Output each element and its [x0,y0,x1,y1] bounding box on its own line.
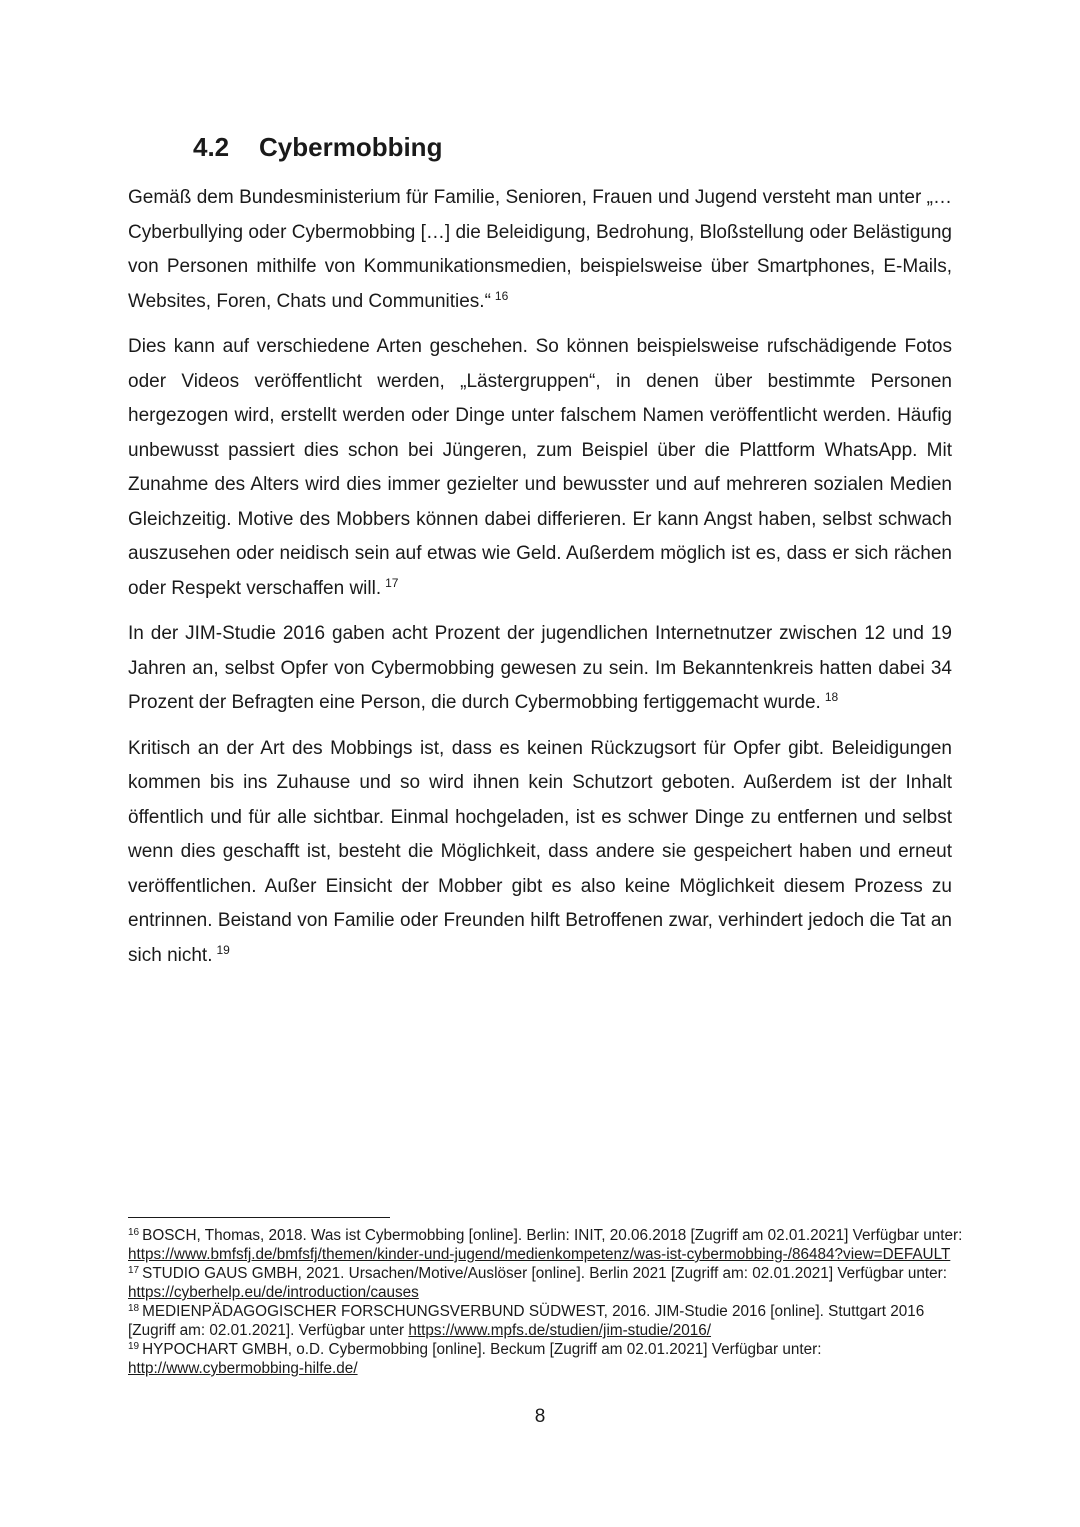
footnote-number: 16 [128,1227,140,1238]
footnote-link[interactable]: http://www.cybermobbing-hilfe.de/ [128,1360,358,1377]
body-text [128,181,952,984]
footnote-text: MEDIENPÄDAGOGISCHER FORSCHUNGSVERBUND SÜDWEST, 2016. JIM-Studie 2016 [online]. Stuttgart 2016 [Zugriff am: 02.01.2021]. Verfügbar unter [128,1303,925,1339]
footnote-number: 17 [128,1265,140,1276]
footnote-link[interactable]: https://cyberhelp.eu/de/introduction/causes [128,1284,419,1301]
footnote-reference[interactable]: 16 [494,288,509,303]
footnote-link[interactable]: https://www.bmfsfj.de/bmfsfj/themen/kinder-und-jugend/medienkompetenz/was-ist-cybermobbing-/86484?view=DEFAULT [128,1246,951,1263]
footnote-reference[interactable]: 18 [824,690,839,704]
footnote-number: 19 [128,1341,140,1352]
paragraph-text: In der JIM-Studie 2016 gaben acht Prozent der jugendlichen Internetnutzer zwischen 12 und 19 Jahren an, selbst Opfer von Cybermobbing gewesen zu sein. Im Bekanntenkreis hatten dabei 34 Prozent der Befragten eine Person, die durch Cybermobbing fertiggemacht wurde. [128,623,952,713]
paragraph [128,181,952,319]
section-title: Cybermobbing [259,132,443,162]
paragraph-text: Kritisch an der Art des Mobbings ist, dass es keinen Rückzugsort für Opfer gibt. Beleidigungen kommen bis ins Zuhause und so wird ihnen kein Schutzort geboten. Außerdem ist der Inhalt öffentlich und für alle sichtbar. Einmal hochgeladen, ist es schwer Dinge zu entfernen und selbst wenn dies geschafft ist, besteht die Möglichkeit, dass andere sie gespeichert haben und erneut veröffentlichen. Außer Einsicht der Mobber gibt es also keine Möglichkeit diesem Prozess zu entrinnen. Beistand von Familie oder Freunden hilft Betroffenen zwar, verhindert jedoch die Tat an sich nicht. [128,737,952,966]
paragraph [128,330,952,606]
page-number: 8 [534,1406,546,1427]
footnote-text: HYPOCHART GMBH, o.D. Cybermobbing [online]. Beckum [Zugriff am 02.01.2021] Verfügbar unter: [142,1341,822,1358]
footnotes [128,1226,968,1378]
paragraph [128,617,952,721]
paragraph-text: Dies kann auf verschiedene Arten geschehen. So können beispielsweise rufschädigende Fotos oder Videos veröffentlicht werden, „Lästergruppen“, in denen über bestimmte Personen hergezogen wird, erstellt werden oder Dinge unter falschem Namen veröffentlicht werden. Häufig unbewusst passiert dies schon bei Jüngeren, zum Beispiel über die Plattform WhatsApp. Mit Zunahme des Alters wird dies immer gezielter und bewusster und auf mehreren sozialen Medien Gleichzeitig. Motive des Mobbers können dabei differieren. Er kann Angst haben, selbst schwach auszusehen oder neidisch sein auf etwas wie Geld. Außerdem möglich ist es, dass er sich rächen oder Respekt verschaffen will. [128,336,952,599]
footnote-reference[interactable]: 17 [385,575,399,590]
footnote-reference[interactable]: 19 [216,942,230,957]
footnote-link[interactable]: https://www.mpfs.de/studien/jim-studie/2016/ [408,1322,712,1339]
footnote [128,1264,968,1302]
section-heading [193,128,442,166]
footnote-separator [128,1217,390,1218]
paragraph [128,732,952,974]
section-number: 4.2 [193,132,230,162]
paragraph-text: Gemäß dem Bundesministerium für Familie, Senioren, Frauen und Jugend versteht man unter „…Cyberbullying oder Cybermobbing […] die Beleidigung, Bedrohung, Bloßstellung oder Belästigung von Personen mithilfe von Kommunikationsmedien, beispielsweise über Smartphones, E-Mails, Websites, Foren, Chats und Communities.“ [128,187,952,312]
footnote [128,1302,968,1340]
footnote-text: BOSCH, Thomas, 2018. Was ist Cybermobbing [online]. Berlin: INIT, 20.06.2018 [Zugriff am 02.01.2021] Verfügbar unter: [142,1227,963,1244]
footnote-number: 18 [128,1303,140,1314]
footnote [128,1226,968,1264]
footnote-text: STUDIO GAUS GMBH, 2021. Ursachen/Motive/Auslöser [online]. Berlin 2021 [Zugriff am: 02.01.2021] Verfügbar unter: [142,1265,948,1282]
footnote [128,1340,968,1378]
